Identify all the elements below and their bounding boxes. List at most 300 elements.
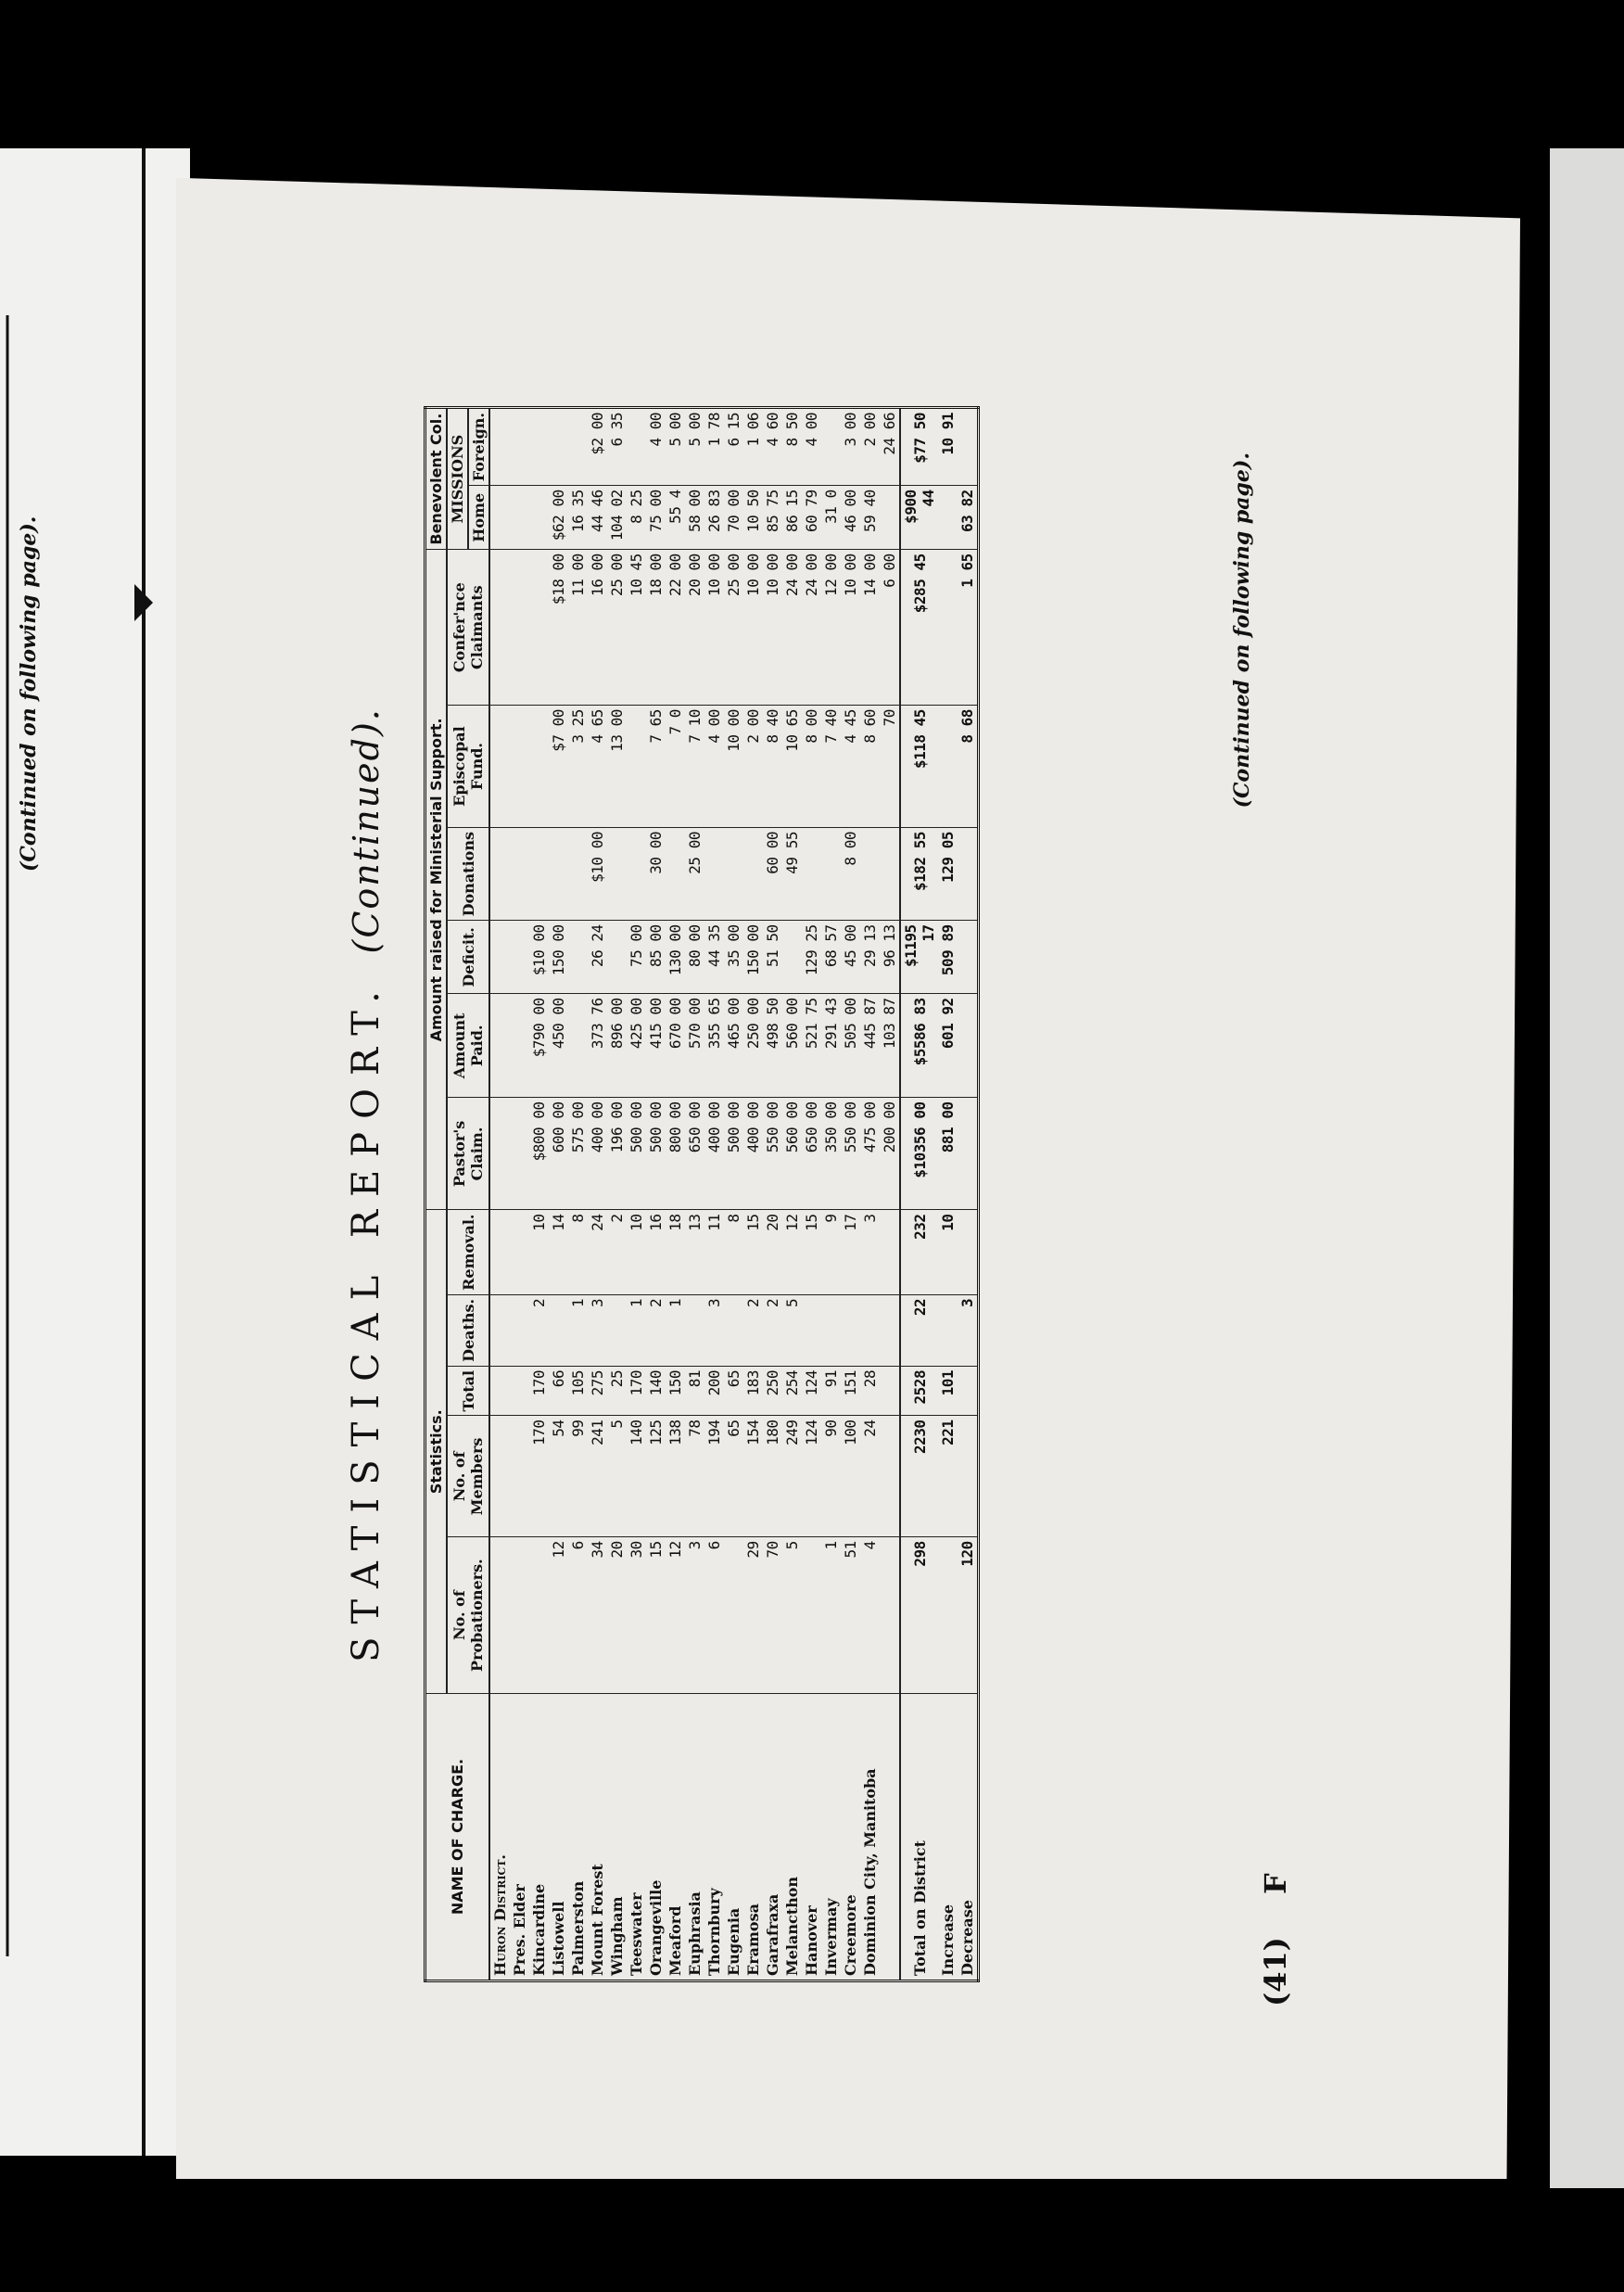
cell-deaths [880,1294,900,1366]
cell-removal: 14 [549,1210,568,1294]
cell-removal: 9 [821,1210,841,1294]
cell-home: 85 75 [763,486,782,550]
cell-claim: 196 00 [607,1098,627,1210]
cell-home: 58 00 [685,486,704,550]
cell-episcopal: 8 68 [958,706,979,828]
cell-mem: 65 [724,1416,743,1537]
charge-name: Palmerston [568,1694,588,1981]
decrease-row [958,408,979,1981]
total-header: Total [447,1366,489,1416]
cell-conference: 10 00 [763,550,782,706]
cell-home: 26 83 [704,486,724,550]
page-shadow [1550,148,1624,2188]
cell-deficit: 68 57 [821,921,841,994]
cell-deaths: 22 [900,1294,938,1366]
cell-foreign: 6 35 [607,408,627,486]
cell-mem: 90 [821,1416,841,1537]
cell-removal: 15 [802,1210,821,1294]
cell-home: $62 00 [549,486,568,550]
cell-prob: 5 [782,1537,802,1694]
cell-deaths: 1 [627,1294,646,1366]
cell-prob: 6 [568,1537,588,1694]
cell-claim: 500 00 [627,1098,646,1210]
cell-episcopal: 2 00 [743,706,763,828]
cell-home [510,486,529,550]
cell-mem [880,1416,900,1537]
cell-deficit: 44 35 [704,921,724,994]
cell-removal: 12 [782,1210,802,1294]
cell-home: 59 40 [860,486,880,550]
cell-episcopal [529,706,549,828]
cell-claim: 881 00 [938,1098,958,1210]
cell-claim: $10356 00 [900,1098,938,1210]
table-row [802,408,821,1981]
cell-mem: 54 [549,1416,568,1537]
cell-prob [724,1537,743,1694]
cell-total: 250 [763,1366,782,1416]
cell-claim: 500 00 [646,1098,666,1210]
cell-removal: 16 [646,1210,666,1294]
cell-removal: 8 [568,1210,588,1294]
cell-deaths: 3 [704,1294,724,1366]
cell-home: 55 4 [666,486,685,550]
cell-deficit: 35 00 [724,921,743,994]
cell-prob: 51 [841,1537,860,1694]
table-row [666,408,685,1981]
cell-donations [627,828,646,921]
cell-paid: 445 87 [860,994,880,1098]
cell-claim: 575 00 [568,1098,588,1210]
probationers-header: No. of Probationers. [447,1537,489,1694]
cell-deaths [860,1294,880,1366]
cell-paid: 570 00 [685,994,704,1098]
cell-mem: 170 [529,1416,549,1537]
cell-episcopal [938,706,958,828]
cell-prob [802,1537,821,1694]
cell-deaths: 2 [743,1294,763,1366]
members-header: No. of Members [447,1416,489,1537]
cell-conference: $18 00 [549,550,568,706]
cell-removal: 8 [724,1210,743,1294]
cell-deficit: $1195 17 [900,921,938,994]
cell-paid: 450 00 [549,994,568,1098]
cell-donations: $10 00 [588,828,607,921]
cell-claim: 400 00 [743,1098,763,1210]
cell-conference: 24 00 [782,550,802,706]
cell-home: 60 79 [802,486,821,550]
cell-prob: 6 [704,1537,724,1694]
cell-removal: 15 [743,1210,763,1294]
cell-episcopal: 10 65 [782,706,802,828]
charge-name: Invermay [821,1694,841,1981]
cell-conference: 11 00 [568,550,588,706]
cell-home [880,486,900,550]
cell-removal: 13 [685,1210,704,1294]
cell-episcopal: 7 40 [821,706,841,828]
cell-home [938,486,958,550]
cell-claim: 400 00 [588,1098,607,1210]
benevolent-header: Benevolent Col. [425,408,448,550]
cell-total: 28 [860,1366,880,1416]
cell-claim: 475 00 [860,1098,880,1210]
cell-conference: $285 45 [900,550,938,706]
cell-foreign: 24 66 [880,408,900,486]
charge-name: Pres. Elder [510,1694,529,1981]
table-row [588,408,607,1981]
cell-foreign: 3 00 [841,408,860,486]
title-main: STATISTICAL REPORT. [345,978,387,1662]
cell-donations: $182 55 [900,828,938,921]
cell-claim [510,1098,529,1210]
cell-deaths: 1 [568,1294,588,1366]
cell-removal: 24 [588,1210,607,1294]
cell-claim: 550 00 [763,1098,782,1210]
cell-mem: 138 [666,1416,685,1537]
pastors-claim-header: Pastor's Claim. [447,1098,489,1210]
charge-name: Garafraxa [763,1694,782,1981]
cell-mem: 125 [646,1416,666,1537]
charge-name: Kincardine [529,1694,549,1981]
cell-claim: 600 00 [549,1098,568,1210]
cell-total [880,1366,900,1416]
cell-deficit: 130 00 [666,921,685,994]
cell-deaths: 2 [529,1294,549,1366]
statistical-report-table [424,406,980,1982]
cell-conference: 20 00 [685,550,704,706]
cell-paid: 601 92 [938,994,958,1098]
table-row [646,408,666,1981]
cell-foreign [958,408,979,486]
cell-paid [958,994,979,1098]
cell-paid: 465 00 [724,994,743,1098]
charge-name: Listowell [549,1694,568,1981]
group-header-row [425,408,448,1981]
cell-foreign [627,408,646,486]
cell-episcopal: 13 00 [607,706,627,828]
cell-deaths [802,1294,821,1366]
cell-home: $900 44 [900,486,938,550]
cell-deficit: 29 13 [860,921,880,994]
table-row [880,408,900,1981]
rotated-page-content [345,350,1293,2019]
cell-prob [510,1537,529,1694]
cell-removal: 18 [666,1210,685,1294]
cell-deaths [724,1294,743,1366]
cell-mem: 99 [568,1416,588,1537]
cell-claim: 650 00 [802,1098,821,1210]
cell-claim: 800 00 [666,1098,685,1210]
cell-home: 63 82 [958,486,979,550]
signature-mark: F [1258,1873,1293,1894]
cell-conference: 10 00 [704,550,724,706]
cell-deficit [568,921,588,994]
table-row [627,408,646,1981]
cell-donations [860,828,880,921]
cell-foreign: 2 00 [860,408,880,486]
foreign-header: Foreign. [468,408,489,486]
district-row [489,408,510,1981]
cell-claim: 200 00 [880,1098,900,1210]
cell-conference: 24 00 [802,550,821,706]
charge-name: Euphrasia [685,1694,704,1981]
cell-foreign [529,408,549,486]
cell-home: 44 46 [588,486,607,550]
cell-foreign: $2 00 [588,408,607,486]
cell-foreign [510,408,529,486]
cell-deficit: $10 00 [529,921,549,994]
charge-name: Meaford [666,1694,685,1981]
cell-donations [958,828,979,921]
cell-donations [510,828,529,921]
cell-total: 151 [841,1366,860,1416]
amount-paid-header: Amount Paid. [447,994,489,1098]
cell-conference [529,550,549,706]
cell-conference: 22 00 [666,550,685,706]
cell-claim: 560 00 [782,1098,802,1210]
cell-mem [958,1416,979,1537]
charge-name: Teeswater [627,1694,646,1981]
cell-removal [880,1210,900,1294]
table-row [860,408,880,1981]
table-row [743,408,763,1981]
charge-name: Eramosa [743,1694,763,1981]
cell-paid: 521 75 [802,994,821,1098]
cell-mem: 100 [841,1416,860,1537]
cell-home: 70 00 [724,486,743,550]
donations-header: Donations [447,828,489,921]
cell-donations [880,828,900,921]
cell-total: 170 [529,1366,549,1416]
table-row [510,408,529,1981]
cell-donations [743,828,763,921]
cell-conference: 10 00 [841,550,860,706]
cell-total: 150 [666,1366,685,1416]
charge-name: Hanover [802,1694,821,1981]
cell-episcopal: 4 65 [588,706,607,828]
cell-episcopal: 4 00 [704,706,724,828]
cell-mem: 249 [782,1416,802,1537]
conference-claimants-header: Confer'nce Claimants [447,550,489,706]
cell-paid: 291 43 [821,994,841,1098]
cell-episcopal: 7 10 [685,706,704,828]
cell-home [529,486,549,550]
cell-home: 10 50 [743,486,763,550]
district-name: Huron District. [489,1694,510,1981]
cell-deaths: 1 [666,1294,685,1366]
cell-foreign: 8 50 [782,408,802,486]
cell-donations [607,828,627,921]
cell-donations [802,828,821,921]
cell-foreign: 10 91 [938,408,958,486]
cell-paid: 103 87 [880,994,900,1098]
home-header: Home [468,486,489,550]
cell-prob: 29 [743,1537,763,1694]
cell-claim: $800 00 [529,1098,549,1210]
cell-donations [568,828,588,921]
cell-mem: 154 [743,1416,763,1537]
cell-foreign: 5 00 [666,408,685,486]
cell-paid: 560 00 [782,994,802,1098]
cell-foreign: $77 50 [900,408,938,486]
charge-name: Creemore [841,1694,860,1981]
cell-removal: 10 [627,1210,646,1294]
cell-donations: 49 55 [782,828,802,921]
cell-total: 25 [607,1366,627,1416]
cell-total: 66 [549,1366,568,1416]
table-row [529,408,549,1981]
left-page-rule [0,148,190,2156]
page-number: (41) [1258,1937,1293,2006]
charge-name: Dominion City, Manitoba [860,1694,880,1981]
cell-removal [958,1210,979,1294]
cell-mem: 5 [607,1416,627,1537]
cell-donations: 60 00 [763,828,782,921]
cell-donations: 8 00 [841,828,860,921]
deaths-header: Deaths. [447,1294,489,1366]
charge-name: Mount Forest [588,1694,607,1981]
cell-total: 183 [743,1366,763,1416]
cell-deficit: 75 00 [627,921,646,994]
cell-total: 91 [821,1366,841,1416]
cell-donations [666,828,685,921]
page-title [345,350,387,2019]
title-continued: (Continued). [346,707,387,954]
table-row [568,408,588,1981]
cell-claim [958,1098,979,1210]
cell-removal: 10 [529,1210,549,1294]
cell-removal: 11 [704,1210,724,1294]
cell-deficit: 150 00 [549,921,568,994]
cell-episcopal: 3 25 [568,706,588,828]
cell-conference [938,550,958,706]
cell-mem: 24 [860,1416,880,1537]
cell-prob: 12 [666,1537,685,1694]
cell-deficit: 150 00 [743,921,763,994]
cell-conference [510,550,529,706]
cell-deficit [607,921,627,994]
increase-row [938,408,958,1981]
cell-total: 105 [568,1366,588,1416]
charge-name [880,1694,900,1981]
cell-foreign: 1 78 [704,408,724,486]
cell-mem [510,1416,529,1537]
cell-deaths [938,1294,958,1366]
table-body [489,408,979,1981]
cell-paid: $5586 83 [900,994,938,1098]
cell-total: 101 [938,1366,958,1416]
cell-total [958,1366,979,1416]
episcopal-fund-header: Episcopal Fund. [447,706,489,828]
cell-deficit: 80 00 [685,921,704,994]
cell-conference: 10 45 [627,550,646,706]
removal-header: Removal. [447,1210,489,1294]
cell-episcopal: 7 65 [646,706,666,828]
cell-deficit: 96 13 [880,921,900,994]
cell-deaths: 5 [782,1294,802,1366]
charge-name: Increase [938,1694,958,1981]
cell-home: 8 25 [627,486,646,550]
cell-home: 75 00 [646,486,666,550]
cell-episcopal: 70 [880,706,900,828]
charge-name: Wingham [607,1694,627,1981]
cell-donations: 129 05 [938,828,958,921]
charge-name: Orangeville [646,1694,666,1981]
cell-donations: 30 00 [646,828,666,921]
cell-total [510,1366,529,1416]
cell-prob: 20 [607,1537,627,1694]
cell-paid: 896 00 [607,994,627,1098]
cell-removal: 232 [900,1210,938,1294]
cell-home: 16 35 [568,486,588,550]
cell-episcopal [627,706,646,828]
table-row [704,408,724,1981]
cell-conference: 25 00 [724,550,743,706]
cell-donations [529,828,549,921]
cell-conference: 10 00 [743,550,763,706]
ministerial-support-header: Amount raised for Ministerial Support. [425,550,448,1210]
cell-deaths: 2 [763,1294,782,1366]
cell-paid: 425 00 [627,994,646,1098]
cell-episcopal: 4 45 [841,706,860,828]
cell-paid [568,994,588,1098]
cell-claim: 550 00 [841,1098,860,1210]
cell-foreign [568,408,588,486]
cell-deficit: 85 00 [646,921,666,994]
cell-paid: 670 00 [666,994,685,1098]
cell-deaths [821,1294,841,1366]
total-row [900,408,938,1981]
cell-total: 254 [782,1366,802,1416]
cell-deaths: 3 [958,1294,979,1366]
cell-paid: 355 65 [704,994,724,1098]
cell-prob: 1 [821,1537,841,1694]
cell-total: 140 [646,1366,666,1416]
cell-episcopal: 8 40 [763,706,782,828]
cell-prob [938,1537,958,1694]
cell-removal: 10 [938,1210,958,1294]
cell-prob: 12 [549,1537,568,1694]
cell-episcopal: $7 00 [549,706,568,828]
cell-home: 104 02 [607,486,627,550]
table-row [549,408,568,1981]
cell-deaths: 3 [588,1294,607,1366]
cell-prob [880,1537,900,1694]
name-of-charge-header: NAME OF CHARGE. [425,1694,490,1981]
cell-deficit [510,921,529,994]
cell-foreign: 4 00 [802,408,821,486]
cell-paid: $790 00 [529,994,549,1098]
charge-name: Eugenia [724,1694,743,1981]
cell-conference: 6 00 [880,550,900,706]
cell-claim: 500 00 [724,1098,743,1210]
cell-deficit: 509 89 [938,921,958,994]
table-row [763,408,782,1981]
cell-mem: 194 [704,1416,724,1537]
cell-prob: 70 [763,1537,782,1694]
cell-deaths [607,1294,627,1366]
cell-prob: 15 [646,1537,666,1694]
cell-episcopal: 8 60 [860,706,880,828]
cell-home: 31 0 [821,486,841,550]
cell-episcopal: 10 00 [724,706,743,828]
cell-donations [724,828,743,921]
cell-deficit: 26 24 [588,921,607,994]
cell-episcopal: 8 00 [802,706,821,828]
left-continued-note: (Continued on following page). [17,516,41,872]
cell-total: 124 [802,1366,821,1416]
cell-removal: 3 [860,1210,880,1294]
cell-mem: 221 [938,1416,958,1537]
